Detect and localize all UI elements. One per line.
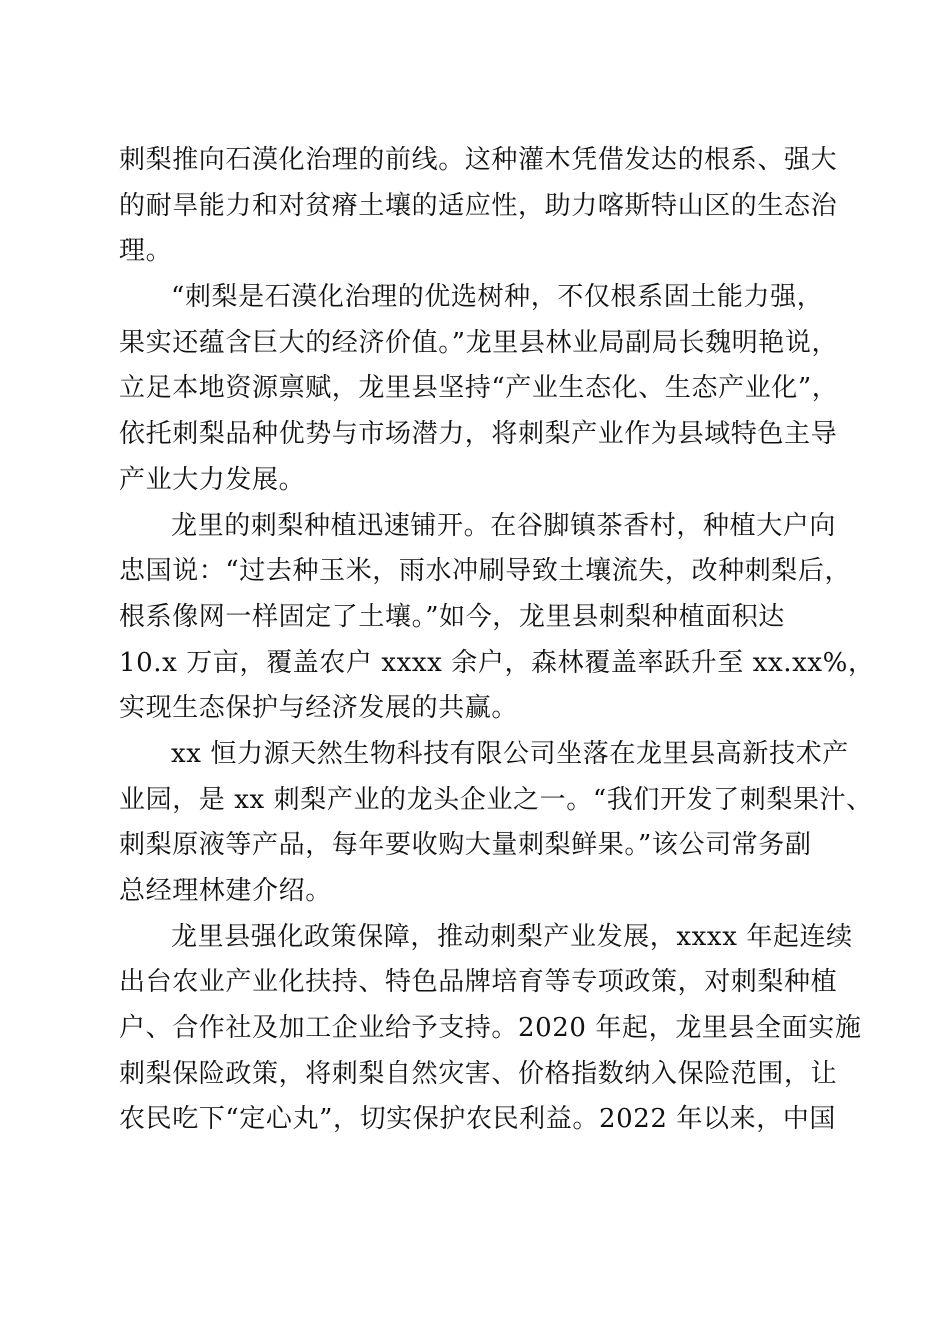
- paragraph-4: [119, 732, 873, 915]
- paragraph-line: 刺梨原液等产品，每年要收购大量刺梨鲜果。”该公司常务副: [119, 830, 812, 861]
- paragraph-line: 理。: [119, 236, 173, 267]
- paragraph-line: 出台农业产业化扶持、特色品牌培育等专项政策，对刺梨种植: [119, 967, 838, 998]
- paragraph-3: [119, 504, 875, 732]
- paragraph-line: 立足本地资源禀赋，龙里县坚持“产业生态化、生态产业化”，: [119, 373, 839, 404]
- paragraph-line: “刺梨是石漠化治理的优选树种，不仅根系固土能力强，: [171, 282, 824, 313]
- paragraph-line: 果实还蕴含巨大的经济价值。”龙里县林业局副局长魏明艳说，: [119, 327, 839, 358]
- paragraph-line: 忠国说：“过去种玉米，雨水冲刷导致土壤流失，改种刺梨后，: [119, 556, 852, 587]
- paragraph-line: 户、合作社及加工企业给予支持。2020 年起，龙里县全面实施: [119, 1013, 862, 1044]
- paragraph-line: 刺梨保险政策，将刺梨自然灾害、价格指数纳入保险范围，让: [119, 1058, 838, 1089]
- paragraph-line: 总经理林建介绍。: [119, 876, 332, 906]
- paragraph-5: [119, 915, 862, 1143]
- paragraph-line: 龙里县强化政策保障，推动刺梨产业发展，xxxx 年起连续: [171, 921, 853, 952]
- paragraph-1: [119, 138, 839, 275]
- paragraph-line: 业园，是 xx 刺梨产业的龙头企业之一。“我们开发了刺梨果汁、: [119, 784, 873, 815]
- paragraph-2: [119, 275, 839, 503]
- paragraph-line: 的耐旱能力和对贫瘠土壤的适应性，助力喀斯特山区的生态治: [119, 190, 838, 221]
- paragraph-line: 依托刺梨品种优势与市场潜力，将刺梨产业作为县域特色主导: [119, 419, 838, 450]
- paragraph-line: 产业大力发展。: [119, 464, 306, 495]
- paragraph-line: xx 恒力源天然生物科技有限公司坐落在龙里县高新技术产: [171, 738, 849, 769]
- paragraph-line: 10.x 万亩，覆盖农户 xxxx 余户，森林覆盖率跃升至 xx.xx%，: [119, 647, 875, 678]
- paragraph-line: 龙里的刺梨种植迅速铺开。在谷脚镇茶香村，种植大户向: [171, 510, 837, 541]
- paragraph-line: 实现生态保护与经济发展的共赢。: [119, 693, 519, 724]
- paragraph-line: 刺梨推向石漠化治理的前线。这种灌木凭借发达的根系、强大: [119, 145, 838, 175]
- paragraph-line: 根系像网一样固定了土壤。”如今，龙里县刺梨种植面积达: [119, 601, 785, 632]
- paragraph-line: 农民吃下“定心丸”，切实保护农民利益。2022 年以来，中国: [119, 1104, 837, 1135]
- document-body: [119, 138, 875, 1143]
